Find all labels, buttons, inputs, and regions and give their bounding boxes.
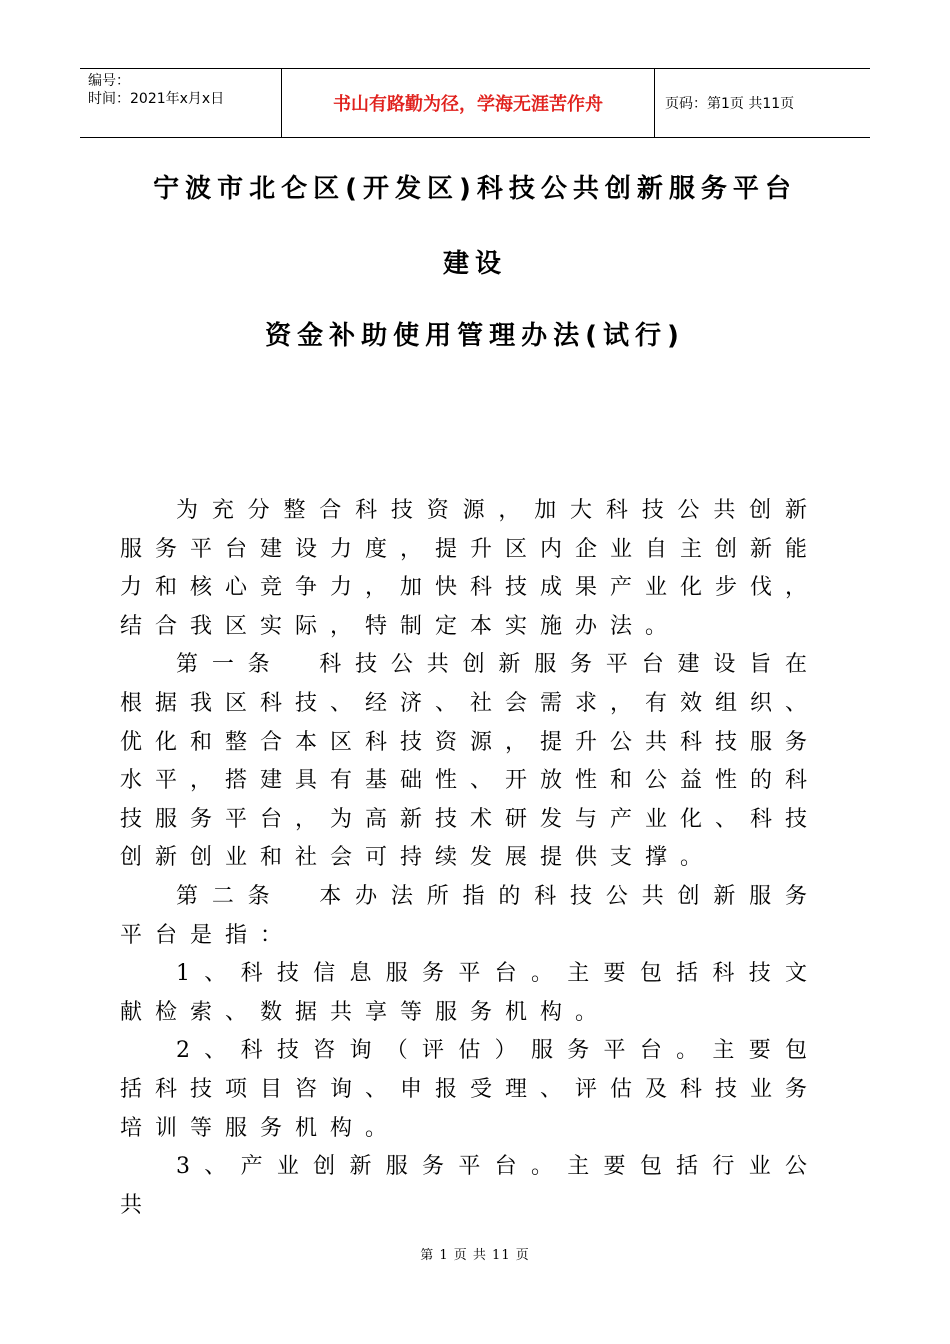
page-footer: 第 1 页 共 11 页 xyxy=(420,1248,530,1263)
title-line-3: 资金补助使用管理办法(试行) xyxy=(265,321,685,351)
paragraph-item-1: 1、科技信息服务平台。主要包括科技文献检索、数据共享等服务机构。 xyxy=(120,961,820,1025)
time-label: 时间：2021年x月x日 xyxy=(88,91,225,107)
header-page-info: 页码：第1页 共11页 xyxy=(665,96,795,112)
document-header xyxy=(80,68,870,138)
number-label: 编号： xyxy=(88,73,130,89)
header-motto: 书山有路勤为径，学海无涯苦作舟 xyxy=(282,69,655,137)
paragraph-article-1: 第一条 科技公共创新服务平台建设旨在根据我区科技、经济、社会需求，有效组织、优化和整合本区科技资源，提升公共科技服务水平，搭建具有基础性、开放性和公益性的科技服务平台，为高新技术研发与产业化、科技创新创业和社会可持续发展提供支撑。 xyxy=(120,652,821,871)
document-body xyxy=(120,492,820,1225)
title-line-1: 宁波市北仑区(开发区)科技公共创新服务平台 xyxy=(153,174,797,204)
paragraph-intro: 为充分整合科技资源，加大科技公共创新服务平台建设力度，提升区内企业自主创新能力和核心竞争力，加快科技成果产业化步伐，结合我区实际，特制定本实施办法。 xyxy=(120,498,821,639)
paragraph-article-2: 第二条 本办法所指的科技公共创新服务平台是指： xyxy=(120,883,820,948)
paragraph-item-2: 2、科技咨询（评估）服务平台。主要包括科技项目咨询、申报受理、评估及科技业务培训等服务机构。 xyxy=(120,1038,821,1141)
title-line-2: 建设 xyxy=(442,249,507,279)
header-meta xyxy=(80,69,282,137)
paragraph-item-3: 3、产业创新服务平台。主要包括行业公共 xyxy=(120,1154,820,1218)
